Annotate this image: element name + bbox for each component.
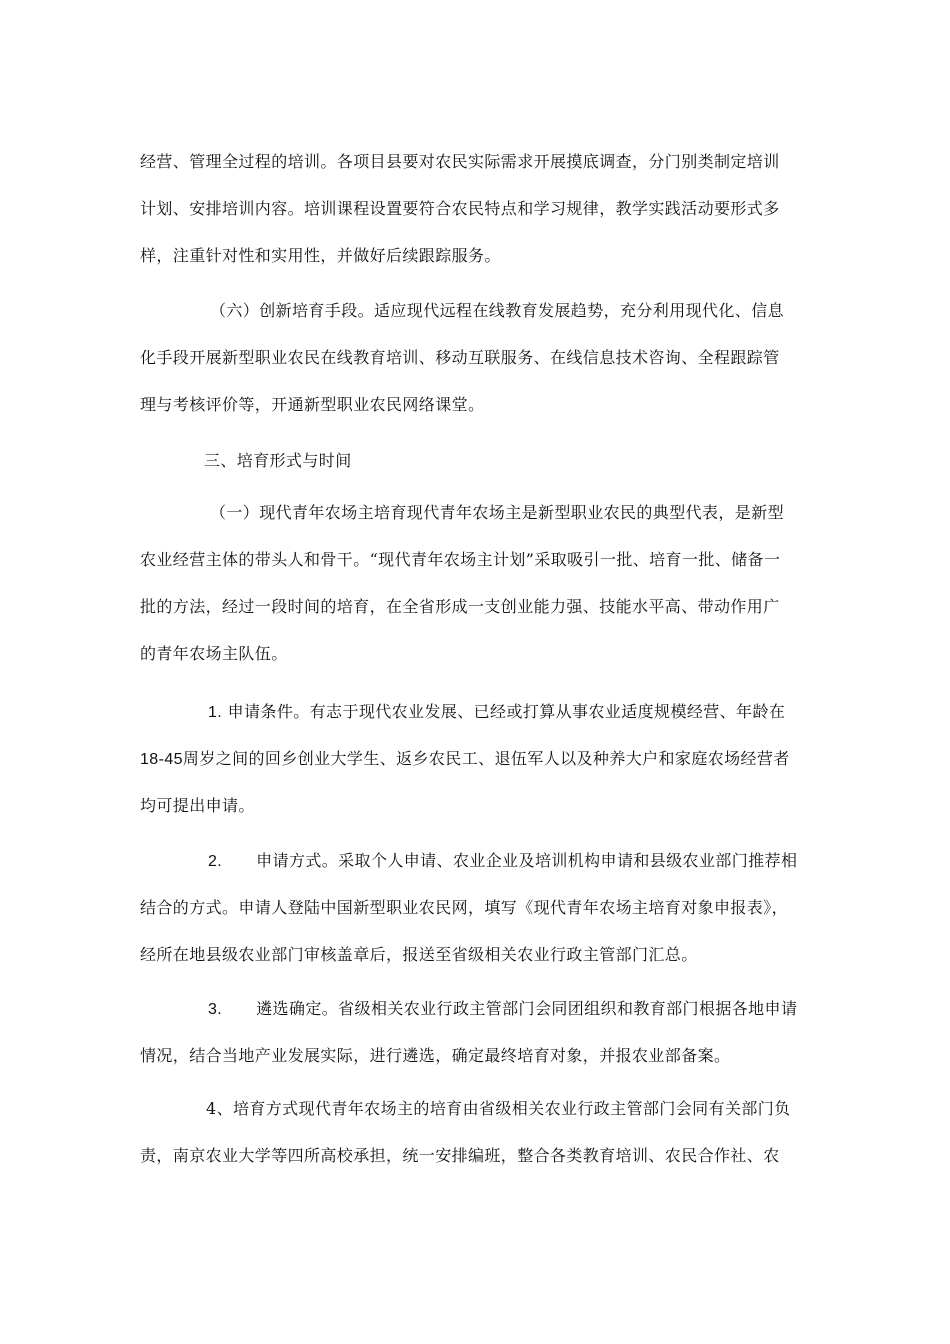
- text-segment: 申请条件。有志于现代农业发展、已经或打算从事农业适度规模经营、年龄在: [227, 702, 786, 721]
- text-line: 经所在地县级农业部门审核盖章后，报送至省级相关农业行政主管部门汇总。: [140, 945, 698, 964]
- paragraph-selection: [140, 985, 820, 1079]
- text-line: （六）创新培育手段。适应现代远程在线教育发展趋势，充分利用现代化、信息: [210, 301, 785, 320]
- text-line: [140, 837, 820, 884]
- section-heading: [140, 437, 820, 484]
- text-segment: 申请方式。采取个人申请、农业企业及培训机构申请和县级农业部门推荐相: [256, 851, 798, 870]
- text-line: 结合的方式。申请人登陆中国新型职业农民网，填写《现代青年农场主培育对象申报表》，: [140, 898, 789, 917]
- age-range: 18-45: [140, 751, 183, 768]
- paragraph-young-farmers: [140, 489, 820, 677]
- list-number: 2.: [208, 853, 223, 870]
- heading-text: 三、培育形式与时间: [204, 451, 352, 470]
- text-line: 批的方法，经过一段时间的培育，在全省形成一支创业能力强、技能水平高、带动作用广: [140, 597, 780, 616]
- text-line: 化手段开展新型职业农民在线教育培训、移动互联服务、在线信息技术咨询、全程跟踪管: [140, 348, 780, 367]
- text-line: 计划、安排培训内容。培训课程设置要符合农民特点和学习规律，教学实践活动要形式多: [140, 199, 780, 218]
- text-line: 情况，结合当地产业发展实际，进行遴选，确定最终培育对象，并报农业部备案。: [140, 1046, 731, 1065]
- text-line: 均可提出申请。: [140, 796, 255, 815]
- text-segment: 周岁之间的回乡创业大学生、返乡农民工、退伍军人以及种养大户和家庭农场经营者: [182, 749, 790, 768]
- text-segment: 遴选确定。省级相关农业行政主管部门会同团组织和教育部门根据各地申请: [256, 999, 798, 1018]
- text-line: （一）现代青年农场主培育现代青年农场主是新型职业农民的典型代表，是新型: [210, 503, 785, 522]
- text-line: 经营、管理全过程的培训。各项目县要对农民实际需求开展摸底调查，分门别类制定培训: [140, 152, 780, 171]
- text-line: [140, 688, 820, 735]
- list-number: 3.: [208, 1001, 223, 1018]
- text-line: 理与考核评价等，开通新型职业农民网络课堂。: [140, 395, 485, 414]
- text-line: [140, 985, 820, 1032]
- paragraph-innovate-means: [140, 287, 820, 428]
- text-line: 样，注重针对性和实用性，并做好后续跟踪服务。: [140, 246, 501, 265]
- paragraph-application-conditions: [140, 688, 820, 829]
- text-line: 4、培育方式现代青年农场主的培育由省级相关农业行政主管部门会同有关部门负: [206, 1099, 791, 1118]
- text-line: 农业经营主体的带头人和骨干。“现代青年农场主计划”采取吸引一批、培育一批、储备一: [140, 550, 781, 569]
- text-line: [140, 735, 820, 782]
- paragraph-training-method: [140, 1085, 820, 1179]
- list-number: 1.: [208, 704, 223, 721]
- paragraph-application-method: [140, 837, 820, 978]
- paragraph-training-process: [140, 138, 820, 279]
- text-line: 的青年农场主队伍。: [140, 644, 288, 663]
- text-line: 责，南京农业大学等四所高校承担，统一安排编班，整合各类教育培训、农民合作社、农: [140, 1146, 780, 1165]
